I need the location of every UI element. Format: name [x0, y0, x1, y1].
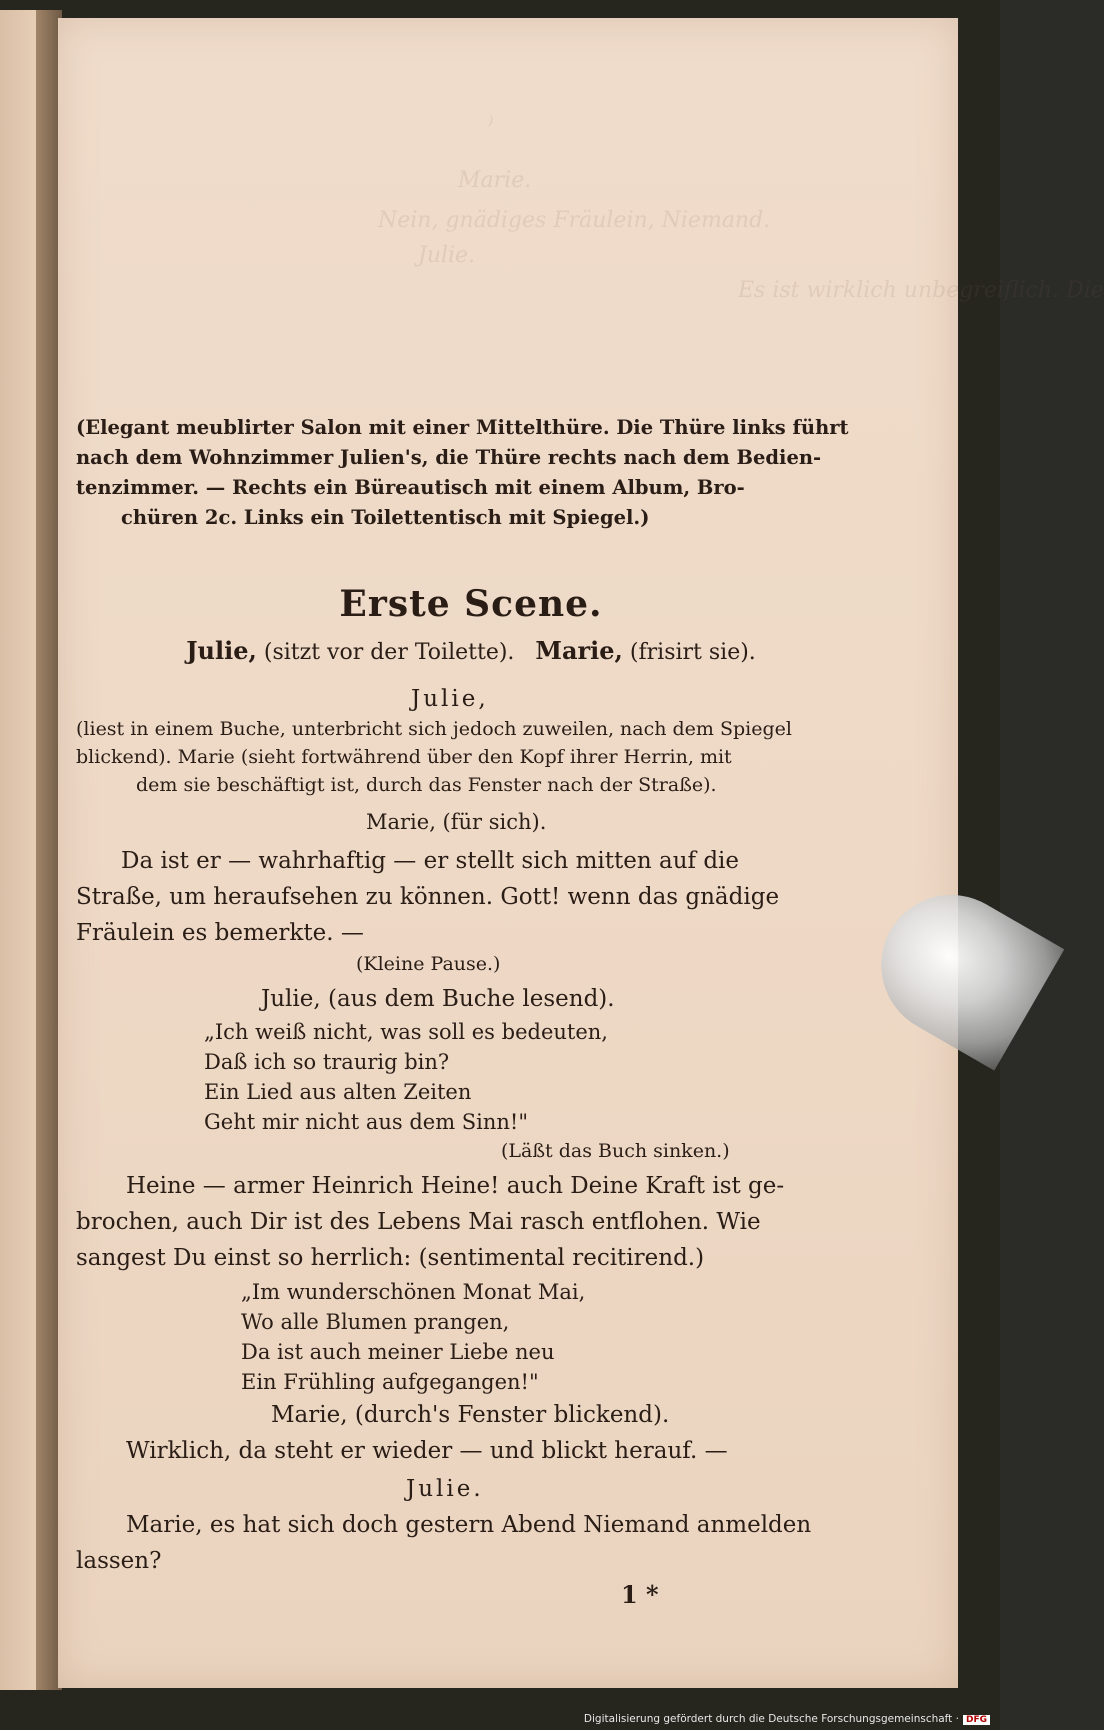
- verse-line: Wo alle Blumen prangen,: [241, 1310, 510, 1334]
- page-number: 1 *: [621, 1580, 659, 1609]
- speech-line: brochen, auch Dir ist des Lebens Mai rasch entflohen. Wie: [76, 1209, 761, 1235]
- speech-line: lassen?: [76, 1548, 162, 1574]
- speaker-name: Marie, (durch's Fenster blickend).: [271, 1402, 670, 1428]
- speaker-name: Julie.: [406, 1476, 484, 1502]
- direction-line: dem sie beschäftigt ist, durch das Fenster nach der Straße).: [136, 774, 717, 796]
- scene-title: Erste Scene.: [339, 583, 603, 625]
- digitization-credit: [584, 1713, 990, 1725]
- verse-line: Da ist auch meiner Liebe neu: [241, 1340, 555, 1364]
- cast-marie-note: (frisirt sie).: [629, 640, 756, 665]
- verse-line: Geht mir nicht aus dem Sinn!": [204, 1110, 529, 1134]
- book-page: [58, 18, 1104, 1688]
- dfg-logo: DFG: [963, 1715, 990, 1725]
- direction-line: (liest in einem Buche, unterbricht sich jedoch zuweilen, nach dem Spiegel: [76, 718, 792, 740]
- speaker-name: Marie, (für sich).: [366, 810, 547, 834]
- cast-marie-name: Marie,: [535, 636, 623, 665]
- credit-text: Digitalisierung gefördert durch die Deutsche Forschungsgemeinschaft ·: [583, 1713, 959, 1725]
- verse-line: Ein Frühling aufgegangen!": [241, 1370, 539, 1394]
- direction-line: (Läßt das Buch sinken.): [501, 1140, 730, 1162]
- verse-line: „Ich weiß nicht, was soll es bedeuten,: [204, 1020, 608, 1044]
- bleed-through-text: ⁾ Marie. Nein, gnädiges Fräulein, Niemand. Julie. Es ist wirklich unbegreiflich. Die: [378, 113, 1104, 303]
- speech-line: Wirklich, da steht er wieder — und blickt herauf. —: [126, 1438, 728, 1464]
- pause-direction: (Kleine Pause.): [356, 953, 501, 975]
- speaker-name: Julie, (aus dem Buche lesend).: [261, 986, 615, 1012]
- cast-julie-note: (sitzt vor der Toilette).: [263, 640, 515, 665]
- verse-line: Daß ich so traurig bin?: [204, 1050, 450, 1074]
- stage-line: (Elegant meublirter Salon mit einer Mittelthüre. Die Thüre links führt: [76, 416, 849, 439]
- speech-line: Da ist er — wahrhaftig — er stellt sich mitten auf die: [121, 848, 740, 874]
- stage-line: chüren 2c. Links ein Toilettentisch mit Spiegel.): [121, 506, 650, 529]
- stage-line: tenzimmer. — Rechts ein Büreautisch mit einem Album, Bro-: [76, 476, 745, 499]
- verse-line: Ein Lied aus alten Zeiten: [204, 1080, 472, 1104]
- speech-line: sangest Du einst so herrlich: (sentimental recitirend.): [76, 1245, 705, 1271]
- speech-line: Straße, um heraufsehen zu können. Gott! wenn das gnädige: [76, 884, 780, 910]
- stage-direction: [76, 413, 866, 533]
- verse-line: „Im wunderschönen Monat Mai,: [241, 1280, 586, 1304]
- direction-line: blickend). Marie (sieht fortwährend über den Kopf ihrer Herrin, mit: [76, 746, 732, 768]
- stage-line: nach dem Wohnzimmer Julien's, die Thüre rechts nach dem Bedien-: [76, 446, 822, 469]
- speech-line: Marie, es hat sich doch gestern Abend Niemand anmelden: [126, 1512, 812, 1538]
- cast-line: [76, 636, 866, 665]
- speech-line: Heine — armer Heinrich Heine! auch Deine Kraft ist ge-: [126, 1173, 785, 1199]
- speaker-name: Julie,: [411, 686, 489, 712]
- cast-julie-name: Julie,: [186, 636, 257, 665]
- speech-line: Fräulein es bemerkte. —: [76, 920, 364, 946]
